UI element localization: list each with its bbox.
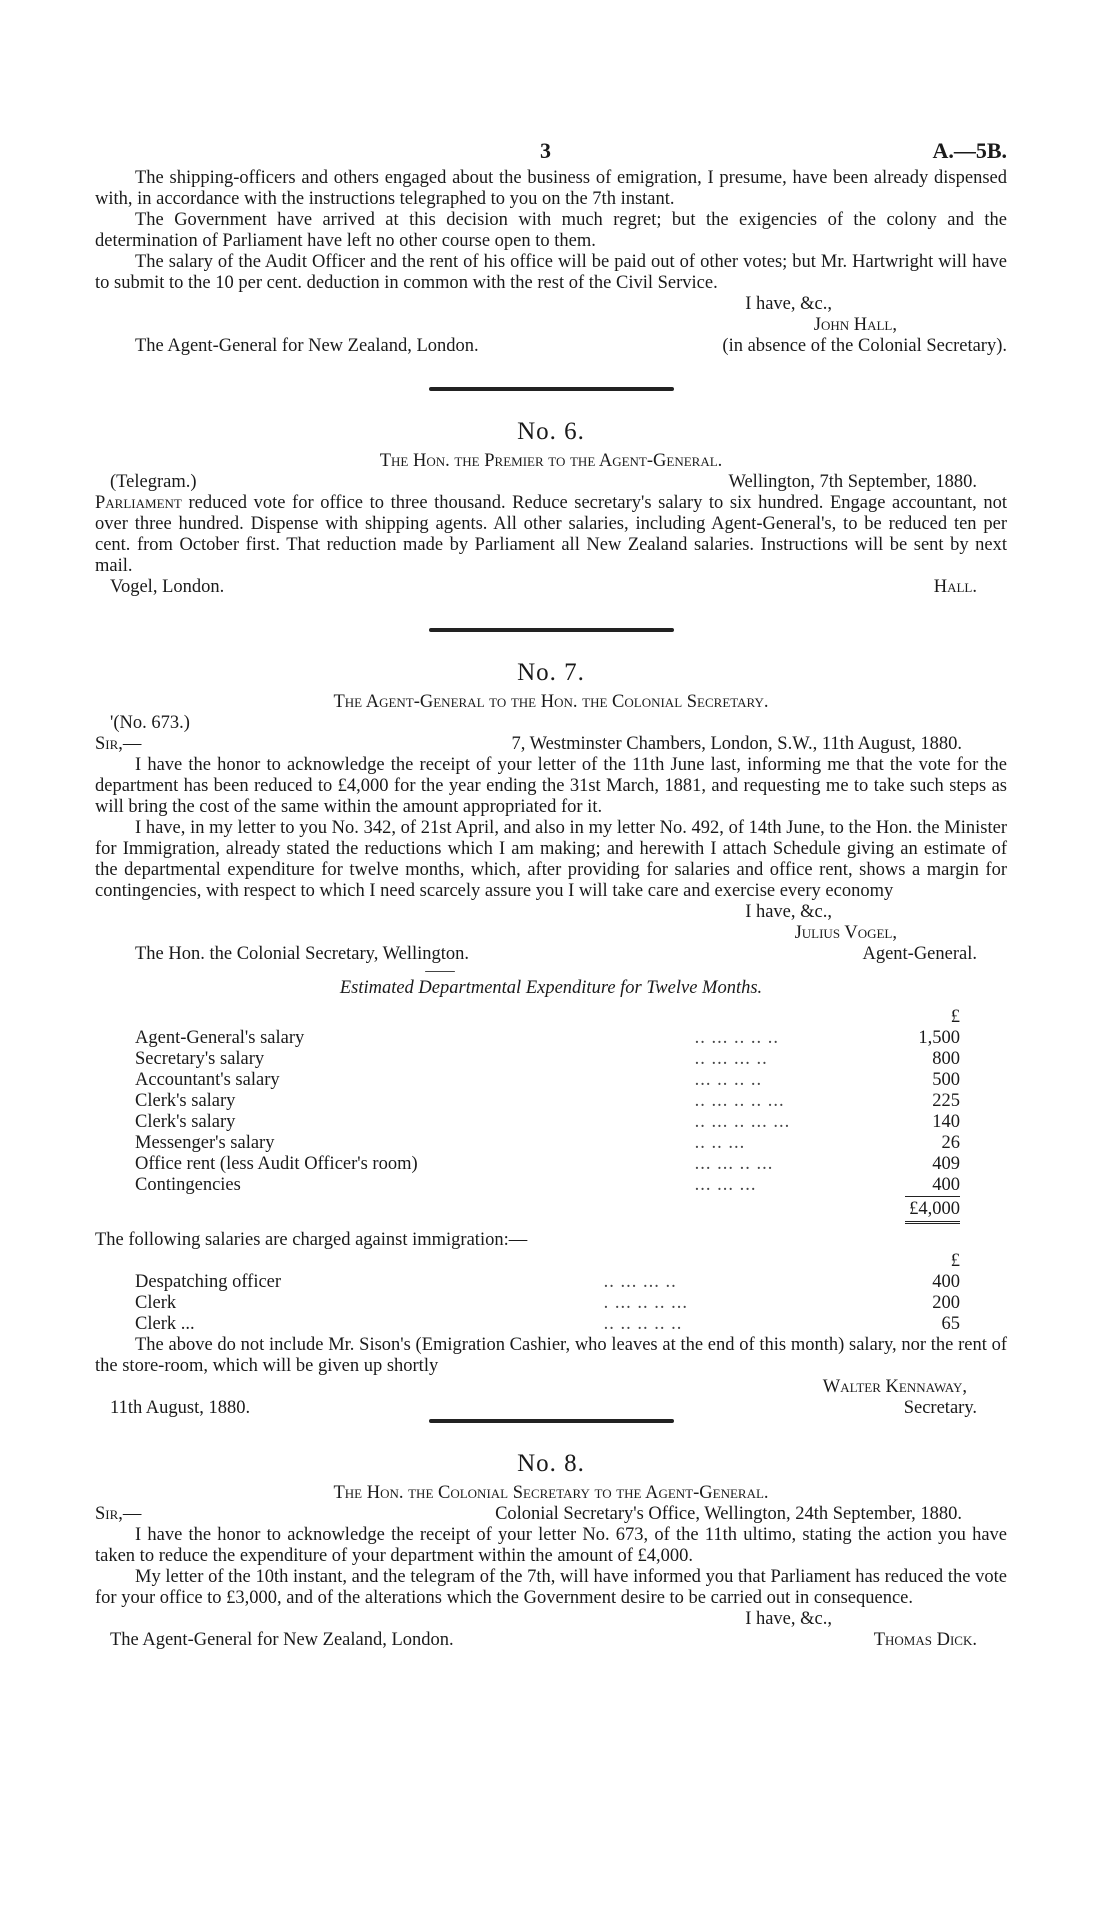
schedule-row <box>135 1091 960 1112</box>
no6-telegram-body <box>95 493 1007 577</box>
intro-signature-note: (in absence of the Colonial Secretary). <box>722 336 1007 356</box>
schedule-total: £4,000 <box>905 1196 960 1224</box>
no8-paragraph-1: I have the honor to acknowledge the receipt of your letter No. 673, of the 11th ultimo, stating the action you have taken to reduce the expenditure of your department within the amount of £4,000. <box>95 1525 1007 1566</box>
immigration-leader-dots: .. ... ... .. <box>603 1272 677 1292</box>
schedule-item-label: Messenger's salary <box>135 1133 275 1153</box>
no6-tag: (Telegram.) <box>110 472 197 492</box>
no7-salutation-row <box>95 734 1007 755</box>
no7-subtitle: The Agent-General to the Hon. the Colonial Secretary. <box>333 692 769 712</box>
schedule-item-amount: 26 <box>941 1133 960 1153</box>
schedule-leader-dots: .. ... .. .. .. <box>694 1028 779 1048</box>
schedule-currency-row <box>135 1007 960 1028</box>
schedule-leader-dots: .. ... .. ... ... <box>694 1112 791 1132</box>
no8-salutation-row <box>95 1504 1007 1525</box>
no8-salutation: Sir,— <box>95 1504 142 1524</box>
no8-sign-row <box>95 1630 1007 1651</box>
intro-closing-row <box>95 294 1007 315</box>
schedule-row <box>135 1154 960 1175</box>
section-divider <box>429 387 674 391</box>
immigration-rows <box>135 1272 960 1335</box>
schedule-caption: Estimated Departmental Expenditure for Twelve Months. <box>339 978 763 998</box>
page-number: 3 <box>540 138 551 163</box>
no8-section <box>95 1449 1007 1651</box>
document-page <box>95 140 1007 1651</box>
no7-paragraph-1: I have the honor to acknowledge the receipt of your letter of the 11th June last, informing me that the vote for the department has been reduced to £4,000 for the year ending the 31st March, 1881, and requesting me to take such steps as will bring the cost of the same within the amount appropriated for it. <box>95 755 1007 817</box>
immigration-row <box>135 1314 960 1335</box>
section-divider <box>429 628 674 632</box>
immigration-item-label: Despatching officer <box>135 1272 282 1292</box>
no7-signature: Julius Vogel, <box>794 923 897 943</box>
immigration-item-amount: 65 <box>941 1314 960 1334</box>
no8-addressee: The Agent-General for New Zealand, London. <box>110 1630 454 1650</box>
intro-section <box>95 168 1007 357</box>
no8-title: No. 8. <box>517 1450 585 1477</box>
no6-signature: Hall. <box>933 577 977 597</box>
intro-closing: I have, &c., <box>745 294 832 314</box>
intro-paragraph-1: The shipping-officers and others engaged about the business of emigration, I presume, have been already dispensed with, in accordance with the instructions telegraphed to you on the 7th instant. <box>95 168 1007 209</box>
no7-closing-row <box>95 902 1007 923</box>
schedule-item-amount: 225 <box>932 1091 960 1111</box>
schedule-row <box>135 1070 960 1091</box>
schedule-item-amount: 800 <box>932 1049 960 1069</box>
schedule-leader-dots: ... ... ... <box>694 1175 757 1195</box>
no7-section <box>95 658 1007 1419</box>
intro-paragraph-2: The Government have arrived at this decision with much regret; but the exigencies of the colony and the determination of Parliament have left no other course open to them. <box>95 210 1007 251</box>
no8-paragraph-2: My letter of the 10th instant, and the telegram of the 7th, will have informed you that Parliament has reduced the vote for your office to £3,000, and of the alterations which the Government desire to be carried out in consequence. <box>95 1567 1007 1608</box>
page-header <box>95 140 1007 168</box>
schedule-row <box>135 1175 960 1196</box>
immigration-leader-dots: .. .. .. .. .. <box>603 1314 683 1334</box>
no7-salutation: Sir,— <box>95 734 142 754</box>
no8-place-date: Colonial Secretary's Office, Wellington, 24th September, 1880. <box>495 1504 962 1524</box>
intro-addressee: The Agent-General for New Zealand, London. <box>135 336 479 356</box>
schedule-row <box>135 1049 960 1070</box>
section-divider <box>429 1419 674 1423</box>
immigration-item-label: Clerk ... <box>135 1314 195 1334</box>
immigration-item-amount: 200 <box>932 1293 960 1313</box>
no6-tag-row <box>95 472 1007 493</box>
intro-address-row <box>95 336 1007 357</box>
no7-paragraph-2: I have, in my letter to you No. 342, of 21st April, and also in my letter No. 492, of 14th June, to the Hon. the Minister for Immigration, already stated the reductions which I am making; and herewith I attach Schedule giving an estimate of the departmental expenditure for twelve months, which, after providing for salaries and office rent, shows a margin for contingencies, with respect to which I need scarcely assure you I will take care and exercise every economy <box>95 818 1007 901</box>
no6-sign-row <box>95 577 1007 598</box>
immigration-row <box>135 1293 960 1314</box>
schedule-leader-dots: ... ... .. ... <box>694 1154 774 1174</box>
intro-signature: John Hall, <box>813 315 897 335</box>
no7-closing: I have, &c., <box>745 902 832 922</box>
schedule-item-amount: 500 <box>932 1070 960 1090</box>
immigration-intro: The following salaries are charged against immigration:— <box>95 1230 528 1250</box>
schedule-row <box>135 1112 960 1133</box>
no7-title: No. 7. <box>517 659 585 686</box>
schedule-total-row <box>135 1196 960 1224</box>
no6-title: No. 6. <box>517 418 585 445</box>
immigration-currency: £ <box>950 1251 960 1271</box>
no8-closing-row <box>95 1609 1007 1630</box>
schedule-item-label: Accountant's salary <box>135 1070 280 1090</box>
schedule-table <box>135 1007 960 1224</box>
schedule-item-amount: 409 <box>932 1154 960 1174</box>
schedule-item-amount: 140 <box>932 1112 960 1132</box>
no7-note: The above do not include Mr. Sison's (Emigration Cashier, who leaves at the end of this month) salary, nor the rent of the store-room, which will be given up shortly <box>95 1335 1007 1376</box>
no7-signature-title: Agent-General. <box>862 944 977 964</box>
schedule-row <box>135 1133 960 1154</box>
schedule-item-label: Contingencies <box>135 1175 241 1195</box>
schedule-currency: £ <box>950 1007 960 1027</box>
schedule-item-label: Secretary's salary <box>135 1049 265 1069</box>
document-reference: A.—5B. <box>932 138 1007 163</box>
intro-paragraph-3: The salary of the Audit Officer and the rent of his office will be paid out of other votes; but Mr. Hartwright will have to submit to the 10 per cent. deduction in common with the rest of the Civil Service. <box>95 252 1007 293</box>
schedule-item-amount: 400 <box>932 1175 960 1195</box>
schedule-item-label: Clerk's salary <box>135 1091 236 1111</box>
no7-address-row <box>95 944 1007 965</box>
no6-subtitle: The Hon. the Premier to the Agent-General. <box>379 451 723 471</box>
no8-closing: I have, &c., <box>745 1609 832 1629</box>
no6-section <box>95 417 1007 598</box>
immigration-leader-dots: . ... .. .. ... <box>603 1293 689 1313</box>
no8-signature: Thomas Dick. <box>873 1630 977 1650</box>
intro-signature-row <box>95 315 1007 336</box>
schedule-leader-dots: .. ... .. .. ... <box>694 1091 785 1111</box>
no7-note-date-row <box>95 1398 1007 1419</box>
immigration-table <box>135 1251 960 1335</box>
schedule-divider <box>425 971 455 972</box>
no6-body: reduced vote for office to three thousand. Reduce secretary's salary to six hundred. Engage accountant, not over three hundred. Dispense with shipping agents. All other salaries, including Agent-General's, to be reduced ten per cent. from October first. That reduction made by Parliament all New Zealand salaries. Instructions will be sent by next mail. <box>95 493 1007 576</box>
schedule-item-label: Office rent (less Audit Officer's room) <box>135 1154 418 1174</box>
schedule-leader-dots: .. ... ... .. <box>694 1049 768 1069</box>
schedule-item-label: Agent-General's salary <box>135 1028 305 1048</box>
schedule-item-amount: 1,500 <box>918 1028 960 1048</box>
schedule-item-label: Clerk's salary <box>135 1112 236 1132</box>
no7-signature-row <box>95 923 1007 944</box>
immigration-item-amount: 400 <box>932 1272 960 1292</box>
immigration-currency-row <box>135 1251 960 1272</box>
no7-note-signature-row <box>95 1377 1007 1398</box>
no7-ref: '(No. 673.) <box>110 713 190 733</box>
no6-place-date: Wellington, 7th September, 1880. <box>728 472 977 492</box>
no7-note-signature: Walter Kennaway, <box>822 1377 967 1397</box>
no8-subtitle: The Hon. the Colonial Secretary to the Agent-General. <box>333 1483 769 1503</box>
schedule-rows <box>135 1028 960 1196</box>
no7-place-date: 7, Westminster Chambers, London, S.W., 11th August, 1880. <box>511 734 962 754</box>
immigration-row <box>135 1272 960 1293</box>
immigration-item-label: Clerk <box>135 1293 177 1313</box>
no7-addressee: The Hon. the Colonial Secretary, Wellington. <box>135 944 470 964</box>
schedule-leader-dots: .. .. ... <box>694 1133 746 1153</box>
no7-note-date: 11th August, 1880. <box>110 1398 251 1418</box>
no6-addressee: Vogel, London. <box>110 577 225 597</box>
schedule-row <box>135 1028 960 1049</box>
schedule-leader-dots: ... .. .. .. <box>694 1070 763 1090</box>
no6-lead: Parliament <box>95 493 182 513</box>
no7-note-title: Secretary. <box>903 1398 977 1418</box>
